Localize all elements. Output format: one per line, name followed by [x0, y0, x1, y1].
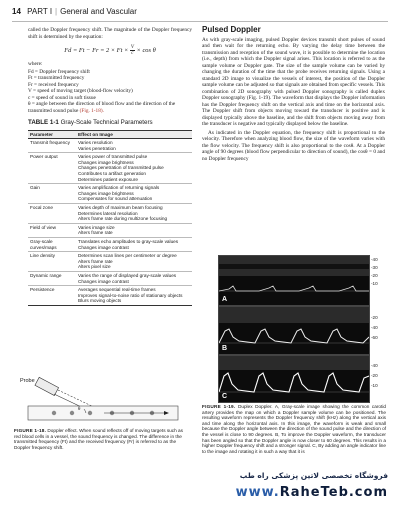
- table-body: [28, 139, 192, 306]
- where-label: where:: [28, 61, 43, 67]
- effect-item: Varies amplification of returning signals: [78, 185, 160, 191]
- section-heading: Pulsed Doppler: [202, 25, 261, 34]
- page-header: [12, 7, 137, 16]
- scale-tick-label: -20: [371, 315, 378, 320]
- effect-item: Compensates for sound attenuation: [78, 196, 153, 202]
- vessel-lumen: [219, 264, 369, 269]
- scale-tick-label: -20: [371, 373, 378, 378]
- scale-tick-label: -40: [371, 363, 378, 368]
- scale-tick-label: -10: [371, 281, 378, 286]
- figure-1-19-caption: [202, 404, 386, 454]
- figure-1-18-caption: [14, 428, 186, 450]
- effect-item: Alters pixel size: [78, 264, 111, 270]
- scale-tick-label: -40: [371, 257, 378, 262]
- effect-item: Varies image size: [78, 224, 115, 230]
- effect-item: Changes image contrast: [78, 244, 129, 250]
- page-number: 14: [12, 7, 21, 16]
- equation-lhs: Fd = Ft − Fr = 2 × Ft ×: [64, 46, 129, 54]
- frequency-scale: [369, 255, 391, 403]
- intro-paragraph: called the Doppler frequency shift. The magnitude of the Doppler frequency shift is determined by the equation:: [28, 27, 192, 40]
- equation-fraction: [130, 45, 135, 56]
- effect-item: Changes image brightness: [78, 190, 134, 196]
- figure-link[interactable]: (Fig. 1-18).: [79, 107, 104, 114]
- header-separator: |: [55, 7, 58, 16]
- body-paragraph: As with gray-scale imaging, pulsed Doppler devices transmit short pulses of sound and then wait for the returning echo. By varying the delay time between the transmission and reception of the sound wave, it is possible to determine the location (i.e., depth) from which the Doppler signal arises. This location is referred to as the sample volume or Doppler gate. The size of the sample volume can be varied by changing the duration of the time that the probe receives returning signals. Using a standard 2D image to visualize the vessels of interest, the position of the Doppler sample volume can be adjusted so that signals are obtained from specific vessels. This combination of 2D sonography with pulsed Doppler sonography is called duplex Doppler sonography (Fig. 1-19). The waveform that displays the Doppler information has the Doppler frequency shift on the vertical axis and time on the horizontal axis. The Doppler shift from objects moving toward the transducer is positive and is displayed typically above the baseline, and the shift from objects moving away from the transducer is negative and typically displayed below the baseline.: [202, 36, 385, 127]
- effect-item: Determines scan lines per centimeter or degree: [78, 253, 177, 259]
- definition-item: [28, 101, 192, 114]
- effect-cell: [76, 139, 192, 153]
- table-row: [28, 184, 192, 204]
- parameters-table: [28, 130, 192, 306]
- effect-item: Varies the range of displayed gray-scale values: [78, 272, 177, 278]
- definition-item: Fr = received frequency: [28, 81, 79, 88]
- doppler-diagram-svg: [14, 372, 184, 426]
- effect-item: Blurs moving objects: [78, 298, 122, 304]
- blood-cell-icon: [52, 411, 56, 415]
- figure-caption-text: Doppler effect. When sound reflects off of moving targets such as red blood cells in a vessel, the sound frequency is changed. The difference in the transmitted frequency (Ft) and the received frequency (Fr) is referred to as the Doppler frequency shift.: [14, 428, 183, 450]
- effect-item: Improves signal-to-noise ratio of stationary objects: [78, 292, 183, 298]
- angle-label: θ: [78, 407, 81, 412]
- parameter-cell: Field of view: [28, 223, 76, 237]
- parameter-cell: Line density: [28, 252, 76, 272]
- scale-tick-label: -40: [371, 325, 378, 330]
- definition-item: c = speed of sound in soft tissue: [28, 94, 96, 101]
- parameter-cell: Power output: [28, 153, 76, 184]
- scale-tick-label: -30: [371, 265, 378, 270]
- ultrasound-panel-b: [218, 306, 370, 355]
- parameter-cell: Persistence: [28, 286, 76, 306]
- table-title: [28, 120, 192, 127]
- effect-item: Varies depth of maximum beam focusing: [78, 205, 163, 211]
- table-row: [28, 139, 192, 153]
- part-label: PART I: [27, 7, 53, 16]
- table-row: [28, 223, 192, 237]
- effect-cell: [76, 286, 192, 306]
- part-title: General and Vascular: [60, 7, 137, 16]
- ultrasound-panel-c: [218, 355, 370, 403]
- ultrasound-panel-a: [218, 255, 370, 306]
- effect-cell: [76, 184, 192, 204]
- left-column: [28, 27, 192, 306]
- watermark-url-main: RaheTeb.com: [279, 485, 388, 500]
- fraction-numerator: V: [130, 45, 134, 50]
- panel-label: A: [222, 296, 228, 303]
- parameter-cell: Transmit frequency: [28, 139, 76, 153]
- table-header-row: [28, 130, 192, 139]
- effect-item: Determines patient exposure: [78, 176, 138, 182]
- watermark-url-prefix: www.: [235, 485, 280, 500]
- definition-text: θ = angle between the direction of blood flow and the direction of the transmitted sound pulse: [28, 101, 176, 114]
- fraction-denominator: c: [131, 51, 134, 56]
- panel-label: C: [222, 393, 228, 400]
- effect-item: Varies resolution: [78, 140, 113, 146]
- definition-item: Ft = transmitted frequency: [28, 75, 85, 81]
- scale-tick-label: -10: [371, 383, 378, 388]
- effect-cell: [76, 271, 192, 285]
- effect-cell: [76, 204, 192, 224]
- header-rule: [12, 21, 388, 22]
- scale-tick-label: -60: [371, 335, 378, 340]
- doppler-equation: [28, 45, 192, 56]
- watermark-persian-text: فروشگاه تخصصی لاتین پزشکی راه طب: [239, 471, 388, 480]
- blood-cell-icon: [88, 411, 92, 415]
- effect-item: Alters frame rate: [78, 258, 113, 264]
- table-row: [28, 153, 192, 184]
- effect-item: Varies penetration: [78, 145, 116, 151]
- effect-item: Changes image brightness: [78, 159, 134, 165]
- figure-caption-text: Duplex Doppler. A, Gray-scale image showing the common carotid artery provides the map on which a Doppler sample volume can be positioned. The resulting waveform represents the Doppler frequency shift (kHz) along the vertical axis and time along the horizontal axis. In this image, the waveform is weak and small because the Doppler angle between the direction of the sound pulse and the direction of the vessel is close to 90 degrees. B, To improve the Doppler waveform, the transducer has been angled so that the Doppler angle is now closer to 60 degrees. This results in a higher Doppler frequency shift and a stronger signal. C, By adding an angle indicator line to the image and rotating it in such a way that it is: [202, 404, 386, 454]
- table-label: TABLE 1-1: [28, 119, 59, 126]
- panel-c-image: [219, 356, 369, 402]
- effect-item: Alters frame rate: [78, 230, 113, 236]
- body-paragraph: As indicated in the Doppler equation, the frequency shift is proportional to the velocity. Therefore when analyzing blood flow, the size of the waveform varies with the flow velocity. The frequency shift is also proportional to the cosθ. At a Doppler angle of 90 degrees (blood flow perpendicular to direction of sound), the cosθ = 0 and no Doppler frequency: [202, 129, 385, 162]
- sound-beam-line: [58, 390, 96, 408]
- table-row: [28, 238, 192, 252]
- stronger-waveform-line: [219, 329, 369, 343]
- right-column: [202, 27, 385, 164]
- parameter-cell: Gray-scale curves/maps: [28, 238, 76, 252]
- weak-waveform-line: [219, 286, 369, 291]
- equation-rhs: × cos θ: [136, 46, 156, 54]
- effect-item: Changes image contrast: [78, 278, 129, 284]
- angle-corrected-waveform-line: [219, 373, 369, 392]
- table-row: [28, 271, 192, 285]
- effect-item: Determines lateral resolution: [78, 210, 138, 216]
- effect-cell: [76, 223, 192, 237]
- parameter-cell: Focal zone: [28, 204, 76, 224]
- scale-tick-label: -20: [371, 273, 378, 278]
- parameter-cell: Gain: [28, 184, 76, 204]
- effect-item: Varies power of transmitted pulse: [78, 154, 148, 160]
- doppler-effect-diagram: [14, 372, 184, 426]
- table-row: [28, 286, 192, 306]
- effect-item: Contributes to artifact generation: [78, 171, 147, 177]
- effect-item: Translates echo amplitudes to gray-scale values: [78, 239, 179, 244]
- definition-item: Fd = Doppler frequency shift: [28, 68, 90, 75]
- effect-item: Averages sequential real-time frames: [78, 287, 156, 293]
- effect-cell: [76, 238, 192, 252]
- watermark-url[interactable]: [236, 485, 388, 500]
- definition-list: [28, 69, 192, 115]
- effect-item: Alters frame rate during multizone focusing: [78, 216, 168, 222]
- panel-a-image: [219, 256, 369, 305]
- parameter-cell: Dynamic range: [28, 271, 76, 285]
- effect-item: Changes penetration of transmitted pulse: [78, 165, 164, 171]
- definition-item: V = speed of moving target (blood-flow velocity): [28, 88, 133, 94]
- bmode-region: [219, 307, 369, 323]
- publisher-watermark: [196, 471, 392, 511]
- panel-b-image: [219, 307, 369, 354]
- bmode-region: [219, 356, 369, 370]
- figure-label: FIGURE 1-19.: [202, 404, 236, 409]
- table-row: [28, 252, 192, 272]
- column-header: Parameter: [28, 130, 76, 139]
- blood-cell-icon: [70, 411, 74, 415]
- figure-label: FIGURE 1-18.: [14, 428, 47, 433]
- table-row: [28, 204, 192, 224]
- table-name: Gray-Scale Technical Parameters: [60, 119, 153, 126]
- effect-cell: [76, 252, 192, 272]
- panel-label: B: [222, 345, 228, 352]
- effect-cell: [76, 153, 192, 184]
- probe-label: Probe: [20, 378, 35, 384]
- probe-icon: [35, 377, 59, 395]
- column-header: Effect on Image: [76, 130, 192, 139]
